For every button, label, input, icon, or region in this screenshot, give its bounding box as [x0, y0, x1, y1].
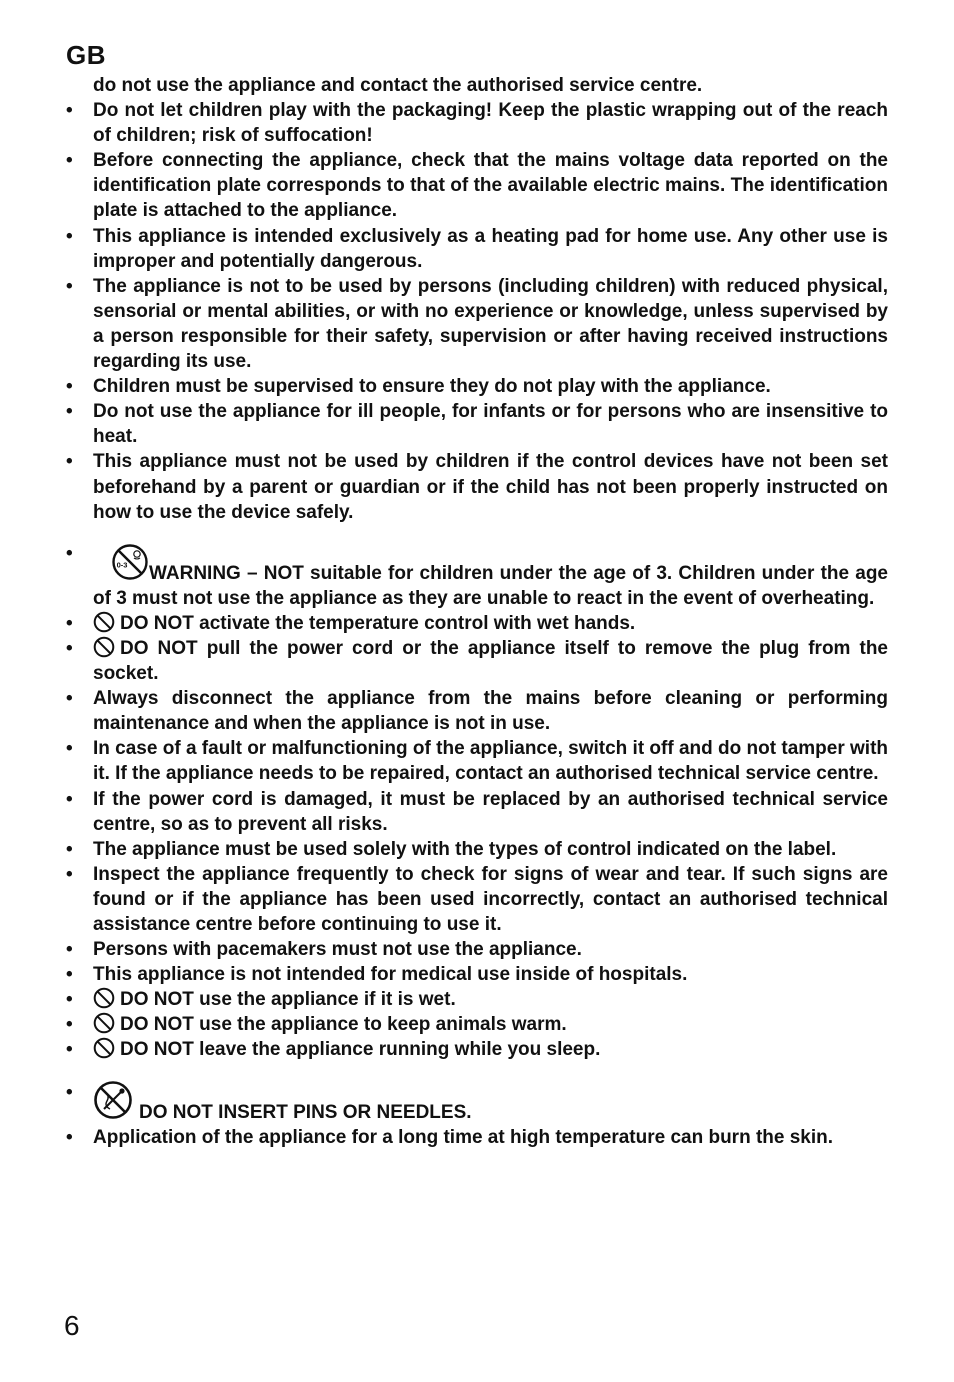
list-item	[66, 224, 888, 274]
item-text: DO NOT use the appliance to keep animals warm.	[120, 1014, 567, 1036]
bullet: •	[66, 863, 73, 885]
bullet: •	[66, 150, 73, 172]
no-pins-needles-icon	[93, 1080, 133, 1120]
item-text: This appliance must not be used by children if the control devices have not been set beforehand by a parent or guardian or if the child has not been properly instructed on how to use the device safely.	[93, 451, 888, 523]
item-text: In case of a fault or malfunctioning of the appliance, switch it off and do not tamper with it. If the appliance needs to be repaired, contact an authorised technical service centre.	[93, 738, 888, 785]
bullet: •	[66, 1039, 73, 1061]
bullet: •	[66, 637, 73, 659]
bullet: •	[66, 542, 73, 564]
prohibition-icon	[93, 1037, 115, 1059]
list-item	[66, 274, 888, 374]
language-code: GB	[66, 40, 106, 70]
item-text: This appliance is intended exclusively as a heating pad for home use. Any other use is improper and potentially dangerous.	[93, 225, 888, 272]
bullet: •	[66, 100, 73, 122]
item-text: Children must be supervised to ensure they do not play with the appliance.	[93, 376, 771, 398]
prohibition-icon	[93, 1012, 115, 1034]
bullet: •	[66, 939, 73, 961]
list-item	[66, 862, 888, 937]
list-item	[66, 1037, 888, 1062]
bullet: •	[66, 989, 73, 1011]
item-text: Always disconnect the appliance from the mains before cleaning or performing maintenance and when the appliance is not in use.	[93, 688, 888, 735]
list-item	[66, 611, 888, 636]
item-text: Inspect the appliance frequently to check for signs of wear and tear. If such signs are found or if the appliance has been used incorrectly, contact an authorised technical assistance centre before continuing to use it.	[93, 863, 888, 935]
age-label: 0-3	[116, 560, 128, 570]
safety-instructions	[66, 73, 888, 1150]
bullet: •	[66, 788, 73, 810]
list-item	[66, 987, 888, 1012]
bullet: •	[66, 738, 73, 760]
list-item	[66, 636, 888, 686]
item-text: The appliance is not to be used by persons (including children) with reduced physical, sensorial or mental abilities, or with no experience or knowledge, unless supervised by a person responsible for their safety, supervision or after having received instructions regarding its use.	[93, 275, 888, 373]
bullet: •	[66, 451, 73, 473]
list-item	[66, 1012, 888, 1037]
item-text: Application of the appliance for a long time at high temperature can burn the skin.	[93, 1126, 834, 1148]
bullet: •	[66, 964, 73, 986]
prohibition-icon	[93, 611, 115, 633]
list-item	[66, 399, 888, 449]
item-text: Do not use the appliance for ill people, for infants or for persons who are insensitive to heat.	[93, 401, 888, 448]
list-item	[66, 686, 888, 736]
page-number: 6	[64, 1310, 80, 1341]
item-text: DO NOT pull the power cord or the appliance itself to remove the plug from the socket.	[93, 637, 888, 685]
list-item	[66, 449, 888, 524]
item-text: WARNING – NOT suitable for children under the age of 3. Children under the age of 3 must not use the appliance as they are unable to react in the event of overheating.	[93, 562, 888, 609]
bullet: •	[66, 376, 73, 398]
continuation-text: do not use the appliance and contact the authorised service centre.	[93, 75, 703, 96]
list-item	[66, 937, 888, 962]
item-text: If the power cord is damaged, it must be replaced by an authorised technical service centre, so as to prevent all risks.	[93, 788, 888, 835]
list-item	[66, 736, 888, 786]
prohibition-icon	[93, 636, 115, 658]
list-item	[66, 787, 888, 837]
list-item	[66, 374, 888, 399]
list-item	[66, 1125, 888, 1150]
bullet: •	[66, 1126, 73, 1148]
item-text: DO NOT INSERT PINS OR NEEDLES.	[139, 1101, 472, 1123]
bullet: •	[66, 612, 73, 634]
bullet: •	[66, 1014, 73, 1036]
item-text: This appliance is not intended for medical use inside of hospitals.	[93, 964, 688, 986]
bullet: •	[66, 838, 73, 860]
item-text: DO NOT activate the temperature control with wet hands.	[120, 612, 636, 634]
list-item-pins	[66, 1080, 888, 1125]
bullet: •	[66, 401, 73, 423]
not-for-under-3-icon	[111, 543, 149, 581]
list-item	[66, 962, 888, 987]
list-item-warning-age	[66, 541, 888, 611]
bullet: •	[66, 225, 73, 247]
bullet: •	[66, 275, 73, 297]
list-item	[66, 837, 888, 862]
item-text: DO NOT use the appliance if it is wet.	[120, 989, 456, 1011]
item-text: The appliance must be used solely with the types of control indicated on the label.	[93, 838, 837, 860]
item-text: Before connecting the appliance, check that the mains voltage data reported on the identification plate corresponds to that of the available electric mains. The identification plate is attached to the appliance.	[93, 150, 888, 222]
bullet: •	[66, 1081, 73, 1103]
item-text: Persons with pacemakers must not use the appliance.	[93, 939, 582, 961]
list-item	[66, 148, 888, 223]
bullet: •	[66, 688, 73, 710]
prohibition-icon	[93, 987, 115, 1009]
item-text: DO NOT leave the appliance running while you sleep.	[120, 1039, 601, 1061]
list-item	[66, 98, 888, 148]
item-text: Do not let children play with the packaging! Keep the plastic wrapping out of the reach of children; risk of suffocation!	[93, 100, 888, 147]
